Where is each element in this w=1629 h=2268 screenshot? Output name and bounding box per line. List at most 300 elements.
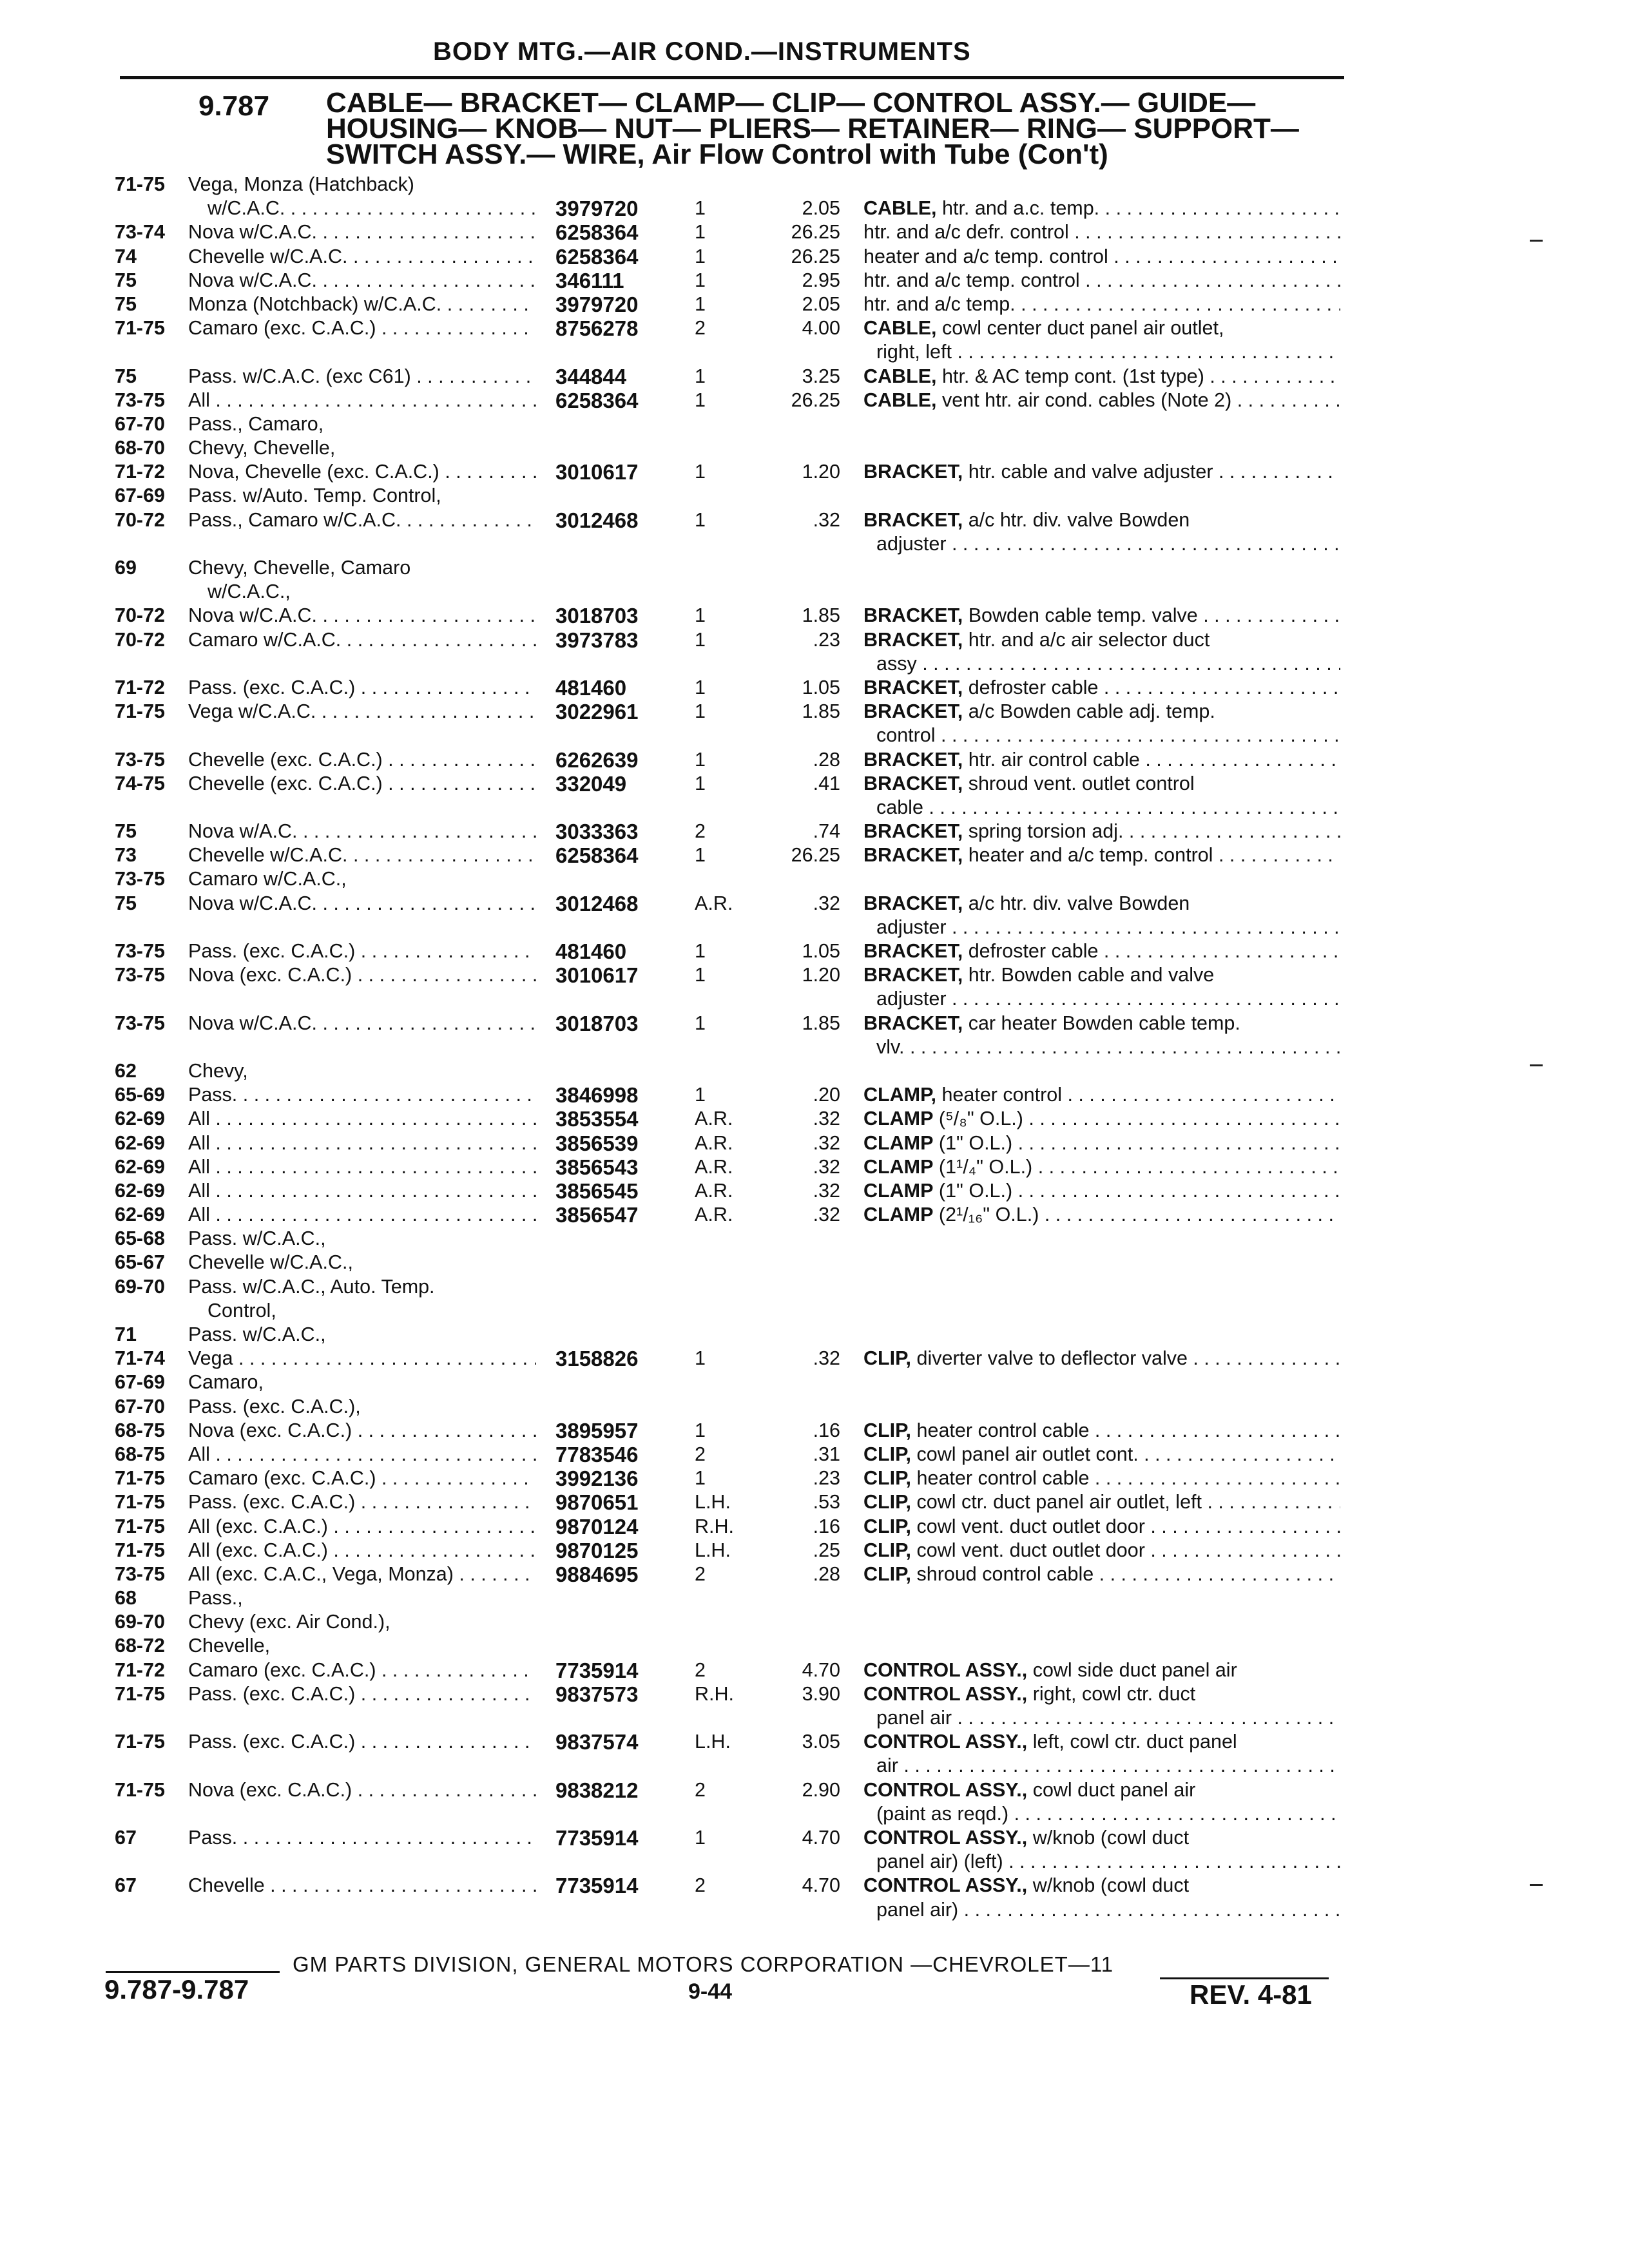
application: Vega w/C.A.C. . . . [188, 700, 536, 724]
description-text: heater control [941, 1084, 1062, 1106]
part-keyword: BRACKET, [863, 748, 963, 771]
application: Chevelle w/C.A.C., [188, 1251, 353, 1274]
application: Chevy, [188, 1059, 248, 1082]
part-number: 481460 [555, 675, 627, 700]
description [863, 987, 1340, 1011]
application: Chevelle . . . [188, 1874, 536, 1898]
application: All (exc. C.A.C.) . . . [188, 1515, 536, 1539]
model-years: 67-70 [115, 412, 166, 435]
table-row [0, 1059, 1629, 1083]
description-text: panel air) (left) [876, 1850, 1003, 1873]
table-row [0, 1802, 1629, 1826]
table-row [0, 1826, 1629, 1850]
description [863, 1443, 1340, 1466]
part-keyword: CLIP, [863, 1443, 912, 1465]
description [863, 1850, 1340, 1874]
price: .32 [813, 1155, 840, 1178]
description [863, 700, 1340, 724]
application: Pass. (exc. C.A.C.), [188, 1395, 361, 1418]
quantity: 2 [695, 1658, 706, 1681]
description [863, 1802, 1340, 1826]
application: All (exc. C.A.C.) . . . [188, 1539, 536, 1562]
part-keyword: CLAMP [863, 1131, 934, 1154]
table-row [0, 1083, 1629, 1107]
model-years: 75 [115, 892, 137, 914]
quantity: R.H. [695, 1515, 734, 1537]
description [863, 1179, 1340, 1203]
part-number: 344844 [555, 364, 627, 389]
table-row [0, 1539, 1629, 1562]
quantity: A.R. [695, 1179, 733, 1202]
description-text: cable [876, 796, 923, 818]
description [863, 532, 1340, 556]
quantity: 1 [695, 1084, 706, 1106]
description [863, 316, 1340, 340]
price: .32 [813, 1204, 840, 1226]
description [863, 796, 1340, 820]
part-keyword: CLAMP [863, 1155, 934, 1178]
model-years: 71-75 [115, 1467, 166, 1490]
part-number: 7783546 [555, 1442, 639, 1466]
price: 26.25 [791, 221, 840, 244]
table-row [0, 1586, 1629, 1610]
model-years: 71-75 [115, 1491, 166, 1514]
model-years: 68 [115, 1587, 137, 1610]
description-text: htr. and a/c defr. control [863, 221, 1069, 244]
part-number: 9870124 [555, 1514, 639, 1539]
description [863, 340, 1340, 364]
table-row [0, 772, 1629, 796]
description [863, 1107, 1340, 1131]
part-keyword: CONTROL ASSY., [863, 1874, 1028, 1897]
part-number: 3012468 [555, 508, 639, 532]
description-text: cowl duct panel air [1032, 1778, 1196, 1801]
application: Chevelle w/C.A.C. . . . [188, 245, 536, 269]
model-years: 71-75 [115, 1539, 166, 1561]
model-years: 69-70 [115, 1611, 166, 1633]
description [863, 963, 1340, 987]
price: 1.85 [802, 604, 840, 627]
description [863, 1898, 1340, 1922]
application: Camaro (exc. C.A.C.) . . . [188, 316, 536, 340]
description-text: w/knob (cowl duct [1032, 1826, 1190, 1849]
part-number: 3012468 [555, 891, 639, 916]
description-text: (paint as reqd.) [876, 1802, 1009, 1825]
description-text: htr. and a/c air selector duct [968, 628, 1210, 651]
description [863, 245, 1340, 269]
table-row [0, 412, 1629, 436]
table-row [0, 1323, 1629, 1347]
application: Pass. (exc. C.A.C.) . . . [188, 676, 536, 700]
description-text: shroud vent. outlet control [968, 772, 1195, 794]
part-number: 7735914 [555, 1658, 639, 1682]
quantity: 1 [695, 748, 706, 771]
description [863, 293, 1340, 316]
model-years: 68-75 [115, 1419, 166, 1441]
description [863, 197, 1340, 220]
table-row [0, 1443, 1629, 1466]
price: 2.05 [802, 293, 840, 315]
table-row [0, 245, 1629, 269]
part-keyword: CLIP, [863, 1562, 912, 1585]
part-keyword: CLIP, [863, 1467, 912, 1490]
quantity: 1 [695, 1347, 706, 1370]
application: Chevy, Chevelle, [188, 437, 336, 459]
description-text: defroster cable [968, 940, 1099, 962]
part-keyword: CLIP, [863, 1515, 912, 1537]
description [863, 1035, 1340, 1059]
part-number: 3856543 [555, 1155, 639, 1179]
application: Camaro (exc. C.A.C.) . . . [188, 1658, 536, 1682]
application: Nova, Chevelle (exc. C.A.C.) . . . [188, 460, 536, 484]
quantity: 2 [695, 1443, 706, 1465]
quantity: 1 [695, 700, 706, 723]
model-years: 62-69 [115, 1179, 166, 1202]
application: Monza (Notchback) w/C.A.C. . . . [188, 293, 536, 316]
price: 1.20 [802, 461, 840, 483]
description [863, 1083, 1340, 1107]
application: Camaro, [188, 1371, 264, 1394]
description [863, 820, 1340, 843]
application: Pass., [188, 1587, 243, 1610]
application: Vega, Monza (Hatchback) [188, 173, 414, 195]
price: 2.05 [802, 197, 840, 220]
description-text: right, left [876, 341, 952, 363]
table-row [0, 1370, 1629, 1394]
section-title [326, 87, 1331, 170]
description [863, 508, 1340, 532]
quantity: A.R. [695, 1108, 733, 1130]
table-row [0, 987, 1629, 1011]
part-number: 3979720 [555, 292, 639, 316]
price: .28 [813, 748, 840, 771]
price: .28 [813, 1562, 840, 1585]
description [863, 1347, 1340, 1370]
part-number: 3856547 [555, 1203, 639, 1227]
table-row [0, 1682, 1629, 1706]
description-text: a/c htr. div. valve Bowden [968, 892, 1190, 914]
part-keyword: BRACKET, [863, 940, 963, 962]
table-row [0, 1347, 1629, 1370]
quantity: 1 [695, 389, 706, 411]
application: All (exc. C.A.C., Vega, Monza) . . . [188, 1562, 536, 1586]
quantity: 1 [695, 676, 706, 698]
model-years: 73-74 [115, 221, 166, 244]
part-number: 3895957 [555, 1418, 639, 1443]
table-row [0, 316, 1629, 340]
part-number: 9870125 [555, 1538, 639, 1562]
price: .32 [813, 1131, 840, 1154]
table-row [0, 173, 1629, 197]
model-years: 73-75 [115, 389, 166, 411]
quantity: L.H. [695, 1539, 731, 1561]
part-keyword: CONTROL ASSY., [863, 1682, 1028, 1705]
application: Nova w/C.A.C. . . . [188, 604, 536, 628]
part-number: 6258364 [555, 843, 639, 868]
description-text: heater and a/c temp. control [968, 844, 1213, 867]
part-keyword: CLAMP, [863, 1084, 936, 1106]
application: Pass., Camaro w/C.A.C. . . . [188, 508, 536, 532]
part-number: 3856545 [555, 1178, 639, 1203]
model-years: 65-67 [115, 1251, 166, 1274]
part-keyword: CLIP, [863, 1491, 912, 1514]
model-years: 73 [115, 844, 137, 867]
price: .31 [813, 1443, 840, 1465]
application: Pass. w/C.A.C. (exc C61) . . . [188, 365, 536, 389]
part-number: 3018703 [555, 1011, 639, 1035]
model-years: 71-75 [115, 1731, 166, 1753]
table-row [0, 1012, 1629, 1035]
application: Nova w/C.A.C. . . . [188, 220, 536, 244]
description-text: panel air [876, 1707, 952, 1729]
table-row [0, 580, 1629, 604]
part-number: 8756278 [555, 316, 639, 341]
description [863, 748, 1340, 772]
description [863, 1539, 1340, 1562]
application: Nova (exc. C.A.C.) . . . [188, 1419, 536, 1443]
description-text: heater control cable [916, 1419, 1090, 1441]
table-row [0, 1203, 1629, 1227]
part-number: 9870651 [555, 1490, 639, 1515]
application: Pass. (exc. C.A.C.) . . . [188, 1682, 536, 1706]
description [863, 1874, 1340, 1898]
description-text: right, cowl ctr. duct [1032, 1682, 1196, 1705]
description-text: shroud control cable [916, 1562, 1094, 1585]
part-keyword: BRACKET, [863, 892, 963, 914]
description-text: htr. air control cable [968, 748, 1140, 771]
quantity: 1 [695, 604, 706, 627]
section-title-line: CABLE— BRACKET— CLAMP— CLIP— CONTROL ASSY.— GUIDE— [326, 87, 1256, 119]
description-text: car heater Bowden cable temp. [968, 1012, 1240, 1034]
table-row [0, 1490, 1629, 1514]
part-keyword: BRACKET, [863, 461, 963, 483]
description-text: (2¹/₁₆" O.L.) [938, 1204, 1039, 1226]
description [863, 1419, 1340, 1443]
description-text: cowl vent. duct outlet door [916, 1515, 1145, 1537]
table-row [0, 700, 1629, 724]
table-row [0, 1658, 1629, 1682]
table-row [0, 484, 1629, 508]
page-header: BODY MTG.—AIR COND.—INSTRUMENTS [433, 37, 971, 66]
model-years: 75 [115, 269, 137, 291]
quantity: A.R. [695, 1131, 733, 1154]
application: Pass. (exc. C.A.C.) . . . [188, 1490, 536, 1514]
price: 1.05 [802, 676, 840, 698]
part-number: 9884695 [555, 1562, 639, 1586]
model-years: 71-75 [115, 1778, 166, 1801]
table-row [0, 220, 1629, 244]
table-row [0, 1107, 1629, 1131]
part-keyword: BRACKET, [863, 604, 963, 627]
part-keyword: BRACKET, [863, 772, 963, 794]
description-text: left, cowl ctr. duct panel [1032, 1731, 1237, 1753]
part-number: 9837574 [555, 1730, 639, 1754]
part-keyword: CABLE, [863, 197, 937, 220]
part-keyword: BRACKET, [863, 700, 963, 723]
description-text: htr. and a/c temp. control [863, 269, 1080, 291]
application: Chevelle (exc. C.A.C.) . . . [188, 772, 536, 796]
model-years: 67 [115, 1826, 137, 1849]
part-number: 7735914 [555, 1874, 639, 1898]
part-number: 7735914 [555, 1825, 639, 1850]
model-years: 67 [115, 1874, 137, 1897]
application: All . . . [188, 1179, 536, 1203]
application: Pass. (exc. C.A.C.) . . . [188, 1730, 536, 1754]
part-number: 332049 [555, 771, 627, 796]
description-text: spring torsion adj. [968, 820, 1124, 843]
price: .16 [813, 1515, 840, 1537]
model-years: 73-75 [115, 964, 166, 986]
table-row [0, 508, 1629, 532]
description [863, 1682, 1340, 1706]
model-years: 68-75 [115, 1443, 166, 1465]
price: 26.25 [791, 245, 840, 267]
model-years: 73-75 [115, 1562, 166, 1585]
part-keyword: CONTROL ASSY., [863, 1731, 1028, 1753]
application: Nova w/C.A.C. . . . [188, 269, 536, 293]
part-keyword: BRACKET, [863, 964, 963, 986]
model-years: 71-75 [115, 317, 166, 340]
table-row [0, 820, 1629, 843]
description-text: w/knob (cowl duct [1032, 1874, 1190, 1897]
quantity: R.H. [695, 1682, 734, 1705]
quantity: 1 [695, 940, 706, 962]
model-years: 70-72 [115, 604, 166, 627]
price: 4.00 [802, 317, 840, 340]
description [863, 1754, 1340, 1778]
quantity: A.R. [695, 892, 733, 914]
footer-revision: REV. 4-81 [1190, 1979, 1312, 2010]
table-row [0, 532, 1629, 556]
application: Pass. w/Auto. Temp. Control, [188, 485, 441, 507]
model-years: 68-70 [115, 437, 166, 459]
quantity: 1 [695, 269, 706, 291]
table-row [0, 460, 1629, 484]
description-text: panel air) [876, 1898, 959, 1921]
part-keyword: BRACKET, [863, 844, 963, 867]
model-years: 69-70 [115, 1275, 166, 1298]
quantity: 2 [695, 317, 706, 340]
description [863, 460, 1340, 484]
part-number: 346111 [555, 268, 624, 293]
quantity: L.H. [695, 1731, 731, 1753]
description [863, 1778, 1340, 1802]
quantity: 1 [695, 964, 706, 986]
part-number: 9838212 [555, 1778, 639, 1802]
table-row [0, 1730, 1629, 1754]
description-text: Bowden cable temp. valve [968, 604, 1198, 627]
description [863, 1490, 1340, 1514]
description-text: (1" O.L.) [938, 1179, 1013, 1202]
part-keyword: CLAMP [863, 1108, 934, 1130]
description-text: air [876, 1754, 898, 1777]
quantity: 2 [695, 1562, 706, 1585]
description-text: htr. and a.c. temp. [942, 197, 1100, 220]
price: .25 [813, 1539, 840, 1561]
table-row [0, 628, 1629, 652]
description-text: a/c htr. div. valve Bowden [968, 508, 1190, 531]
quantity: 1 [695, 1012, 706, 1034]
description [863, 916, 1340, 939]
description [863, 1706, 1340, 1730]
description-text: adjuster [876, 916, 947, 938]
application: w/C.A.C., [207, 581, 291, 603]
model-years: 71-75 [115, 1682, 166, 1705]
description-text: heater control cable [916, 1467, 1090, 1490]
model-years: 67-69 [115, 1371, 166, 1394]
table-row [0, 197, 1629, 220]
parts-list [0, 173, 1629, 1922]
application: All . . . [188, 1443, 536, 1466]
part-number: 3853554 [555, 1107, 639, 1131]
part-keyword: BRACKET, [863, 628, 963, 651]
description [863, 1131, 1340, 1155]
application: Chevelle (exc. C.A.C.) . . . [188, 748, 536, 772]
model-years: 62-69 [115, 1108, 166, 1130]
price: .41 [813, 772, 840, 794]
description-text: cowl center duct panel air outlet, [942, 317, 1224, 340]
application: Nova w/A.C. . . . [188, 820, 536, 843]
model-years: 65-68 [115, 1227, 166, 1250]
table-row [0, 1227, 1629, 1251]
part-keyword: BRACKET, [863, 508, 963, 531]
table-row [0, 269, 1629, 293]
description-text: htr. and a/c temp. [863, 293, 1016, 315]
part-number: 3856539 [555, 1131, 639, 1155]
quantity: A.R. [695, 1204, 733, 1226]
model-years: 71-72 [115, 1658, 166, 1681]
part-number: 3010617 [555, 963, 639, 988]
price: .23 [813, 1467, 840, 1490]
table-row [0, 1155, 1629, 1179]
model-years: 71-75 [115, 173, 166, 195]
section-title-line: SWITCH ASSY.— WIRE, Air Flow Control with Tube (Con't) [326, 139, 1108, 170]
description [863, 1658, 1340, 1682]
application: Pass. w/C.A.C., [188, 1323, 326, 1345]
description [863, 1730, 1340, 1754]
quantity: 2 [695, 1874, 706, 1897]
description-text: diverter valve to deflector valve [916, 1347, 1188, 1370]
description [863, 269, 1340, 293]
model-years: 73-75 [115, 1012, 166, 1034]
section-title-line: HOUSING— KNOB— NUT— PLIERS— RETAINER— RING— SUPPORT— [326, 113, 1299, 144]
price: .16 [813, 1419, 840, 1441]
table-row [0, 1850, 1629, 1874]
price: 1.20 [802, 964, 840, 986]
price: 26.25 [791, 389, 840, 411]
model-years: 71-72 [115, 676, 166, 698]
application: Pass. w/C.A.C., Auto. Temp. [188, 1275, 435, 1298]
part-keyword: CLAMP [863, 1204, 934, 1226]
model-years: 67-69 [115, 485, 166, 507]
quantity: 1 [695, 293, 706, 315]
table-row [0, 1395, 1629, 1419]
quantity: 1 [695, 197, 706, 220]
description [863, 389, 1340, 412]
description-text: assy [876, 652, 917, 675]
application: Vega . . . [188, 1347, 536, 1370]
part-number: 3033363 [555, 820, 639, 844]
quantity: 1 [695, 1467, 706, 1490]
table-row [0, 604, 1629, 628]
price: 1.85 [802, 1012, 840, 1034]
model-years: 62-69 [115, 1131, 166, 1154]
price: 4.70 [802, 1658, 840, 1681]
quantity: 1 [695, 365, 706, 387]
price: .32 [813, 1347, 840, 1370]
price: .32 [813, 892, 840, 914]
table-row [0, 1754, 1629, 1778]
